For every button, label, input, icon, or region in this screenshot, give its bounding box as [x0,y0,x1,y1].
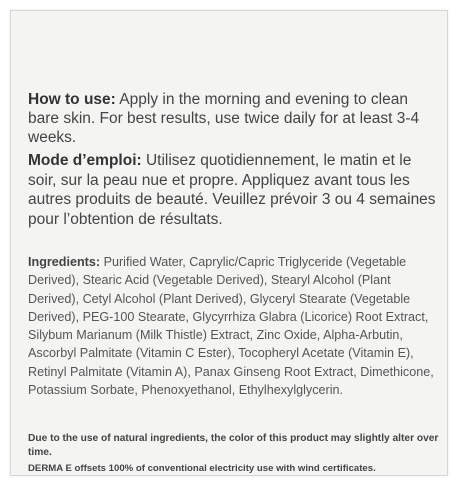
mode-emploi-text: Utilisez quotidiennement, le matin et le soir, sur la peau nue et propre. Appliquez avant tous les autres produits de beauté. Veuillez prévoir 3 ou 4 semaines pour l’obtention de résultats. [28,152,436,228]
natural-ingredients-note: Due to the use of natural ingredients, the color of this product may slightly alter over time. [28,433,439,458]
ingredients-label: Ingredients: [28,255,101,269]
mode-emploi-label: Mode d’emploi: [28,152,142,169]
ingredients-list: Purified Water, Caprylic/Capric Triglyceride (Vegetable Derived), Stearic Acid (Vegetable Derived), Stearyl Alcohol (Plant Derived), Cetyl Alcohol (Plant Derived), Glyceryl Stearate (Vegetable Derived), PEG-100 Stearate, Glycyrrhiza Glabra (Licorice) Root Extract, Silybum Marianum (Milk Thistle) Extract, Zinc Oxide, Alpha-Arbutin, Ascorbyl Palmitate (Vitamin C Ester), Tocopheryl Acetate (Vitamin E), Retinyl Palmitate (Vitamin A), Panax Ginseng Root Extract, Dimethicone, Potassium Sorbate, Phenoxyethanol, Ethylhexylglycerin. [28,255,434,398]
package-panel [10,10,448,476]
how-to-use-paragraph [28,90,434,147]
ingredients-paragraph [28,253,438,399]
how-to-use-text: Apply in the morning and evening to clean bare skin. For best results, use twice daily for at least 3-4 weeks. [28,91,420,146]
wind-certificates-statement: DERMA E offsets 100% of conventional electricity use with wind certificates. [28,463,376,474]
mode-emploi-paragraph [28,151,438,229]
how-to-use-label: How to use: [28,91,116,108]
